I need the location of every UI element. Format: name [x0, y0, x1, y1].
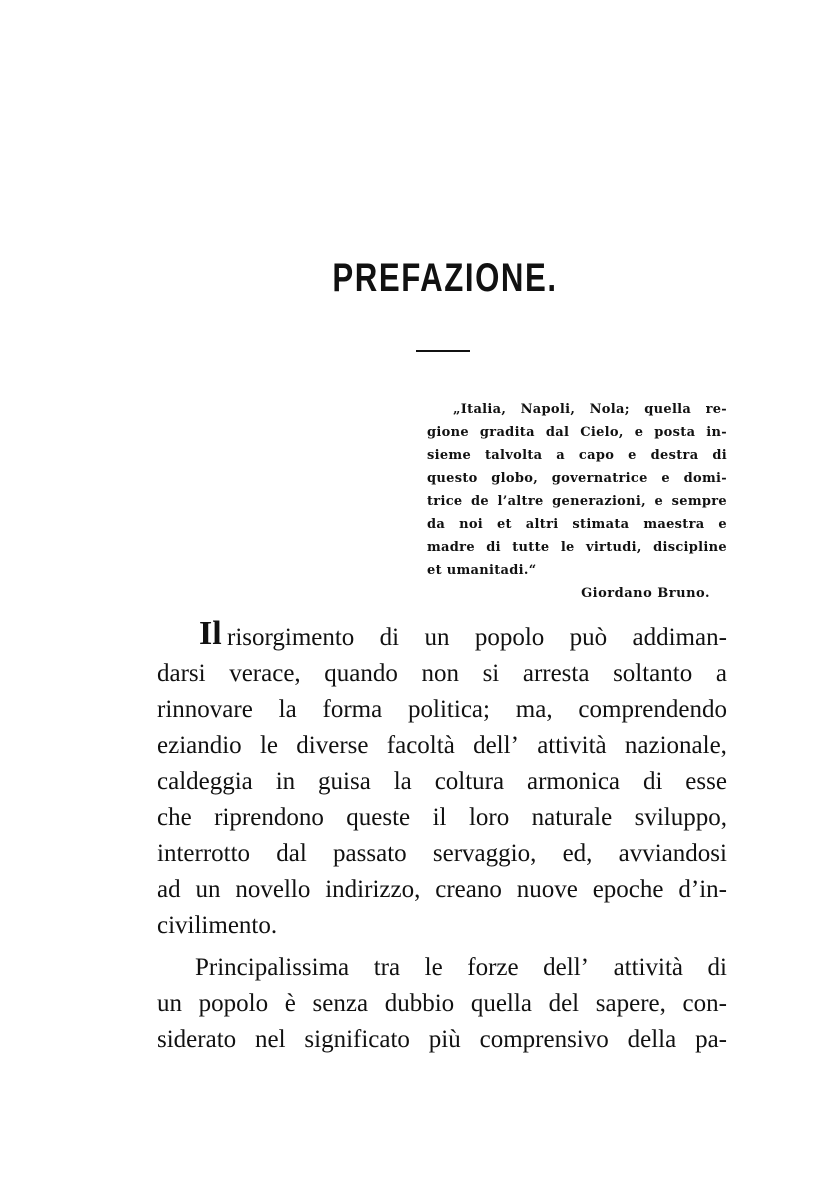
epigraph-line: trice de l’altre generazioni, e sempre: [427, 494, 727, 509]
paragraph-line: darsi verace, quando non si arresta soltanto a: [157, 660, 727, 687]
paragraph-line: civilimento.: [157, 912, 278, 939]
epigraph-line: et umanitadi.“: [427, 563, 537, 578]
drop-cap: Il: [199, 615, 222, 652]
paragraph-line-text: risorgimento di un popolo può addiman-: [227, 624, 727, 651]
epigraph-line: questo globo, governatrice e domi-: [427, 471, 727, 486]
epigraph-line: „Italia, Napoli, Nola; quella re-: [453, 402, 727, 417]
epigraph-line: gione gradita dal Cielo, e posta in-: [427, 425, 727, 440]
paragraph: [157, 950, 727, 1058]
paragraph-line: interrotto dal passato servaggio, ed, avviandosi: [157, 840, 727, 867]
paragraph-line: eziandio le diverse facoltà dell’ attività nazionale,: [157, 732, 727, 759]
paragraph-line: Principalissima tra le forze dell’ attività di: [195, 954, 727, 981]
paragraph-line: che riprendono queste il loro naturale sviluppo,: [157, 804, 727, 831]
paragraph-line: caldeggia in guisa la coltura armonica di esse: [157, 768, 727, 795]
epigraph: [427, 398, 727, 605]
paragraph-line: rinnovare la forma politica; ma, comprendendo: [157, 696, 727, 723]
paragraph-line: siderato nel significato più comprensivo della pa-: [157, 1026, 727, 1053]
paragraph-line: [157, 615, 727, 656]
paragraph-line: un popolo è senza dubbio quella del sapere, con-: [157, 990, 727, 1017]
body-text: [157, 615, 727, 1058]
epigraph-line: madre di tutte le virtudi, discipline: [427, 540, 727, 555]
page-title: PREFAZIONE.: [332, 256, 558, 300]
title-divider: [416, 350, 470, 352]
paragraph: [157, 615, 727, 944]
epigraph-line: da noi et altri stimata maestra e: [427, 517, 727, 532]
paragraph-line: ad un novello indirizzo, creano nuove epoche d’in-: [157, 876, 727, 903]
epigraph-author: Giordano Bruno.: [581, 586, 710, 601]
epigraph-line: sieme talvolta a capo e destra di: [427, 448, 727, 463]
